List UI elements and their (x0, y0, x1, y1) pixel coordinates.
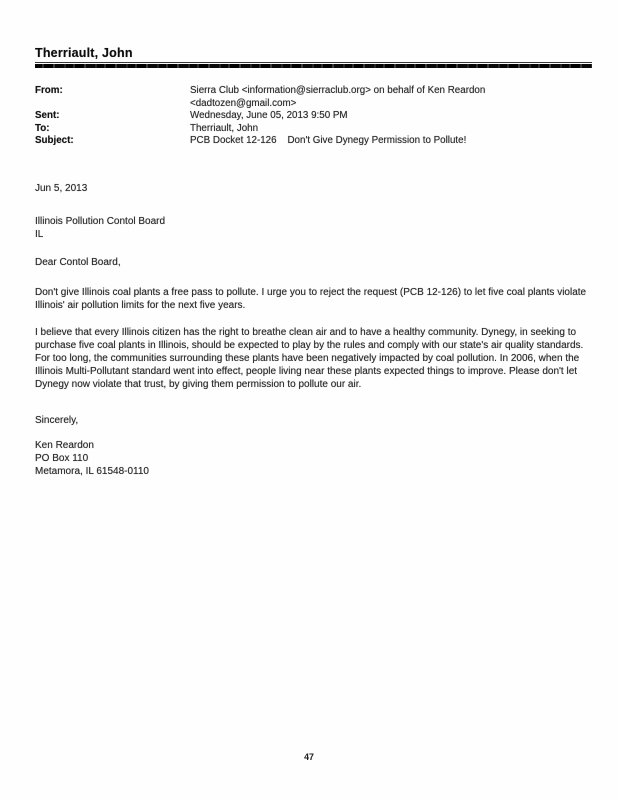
from-value-line2: <dadtozen@gmail.com> (190, 97, 297, 109)
mailbox-owner-heading: Therriault, John (35, 46, 133, 60)
sent-value (190, 110, 592, 123)
subject-value-text: PCB Docket 12-126 Don't Give Dynegy Permission to Pollute! (190, 135, 467, 147)
signature-address-line2: Metamora, IL 61548-0110 (35, 466, 149, 477)
salutation: Dear Contol Board, (35, 257, 121, 268)
meta-row-sent (35, 110, 592, 123)
to-value-text: Therriault, John (190, 122, 259, 134)
meta-row-subject (35, 135, 592, 148)
recipient-org-line: Illinois Pollution Contol Board (35, 216, 166, 227)
signature-block (35, 439, 590, 478)
letter-closing: Sincerely, (35, 415, 79, 426)
recipient-address-block (35, 216, 590, 241)
letter-body (35, 182, 590, 478)
letter-paragraph-2: I believe that every Illinois citizen has the right to breathe clean air and to have a healthy community. Dynegy, in seeking to purchase five coal plants in Illinois, should be expected to play by the rules and comply with our state's air quality standards. For too long, the communities surrounding these plants have been negatively impacted by coal pollution. In 2006, when the Illinois Multi-Pollutant standard went into effect, people living near these plants expected things to improve. Please don't let Dynegy now violate that trust, by giving them permission to pollute our air. (35, 327, 584, 390)
header-rule-thin (35, 62, 592, 63)
signature-name: Ken Reardon (35, 440, 94, 451)
meta-row-to (35, 123, 592, 136)
to-value (190, 123, 592, 136)
subject-label: Subject: (35, 135, 74, 147)
letter-date: Jun 5, 2013 (35, 183, 88, 194)
header-rule-thick (35, 64, 592, 68)
sent-label: Sent: (35, 110, 60, 122)
email-meta-block (35, 85, 592, 148)
page-number: 47 (304, 752, 314, 762)
from-value-line1: Sierra Club <information@sierraclub.org> on behalf of Ken Reardon (190, 85, 486, 96)
recipient-state-line: IL (35, 228, 44, 240)
signature-address-line1: PO Box 110 (35, 453, 89, 464)
sent-value-text: Wednesday, June 05, 2013 9:50 PM (190, 110, 348, 122)
from-label: From: (35, 85, 63, 96)
meta-row-from (35, 85, 592, 110)
document-header (35, 46, 592, 68)
from-value (190, 85, 592, 110)
letter-paragraph-1: Don't give Illinois coal plants a free pass to pollute. I urge you to reject the request (PCB 12-126) to let five coal plants violate Illinois' air pollution limits for the next five years. (35, 287, 587, 311)
subject-value (190, 135, 592, 148)
to-label: To: (35, 122, 50, 134)
